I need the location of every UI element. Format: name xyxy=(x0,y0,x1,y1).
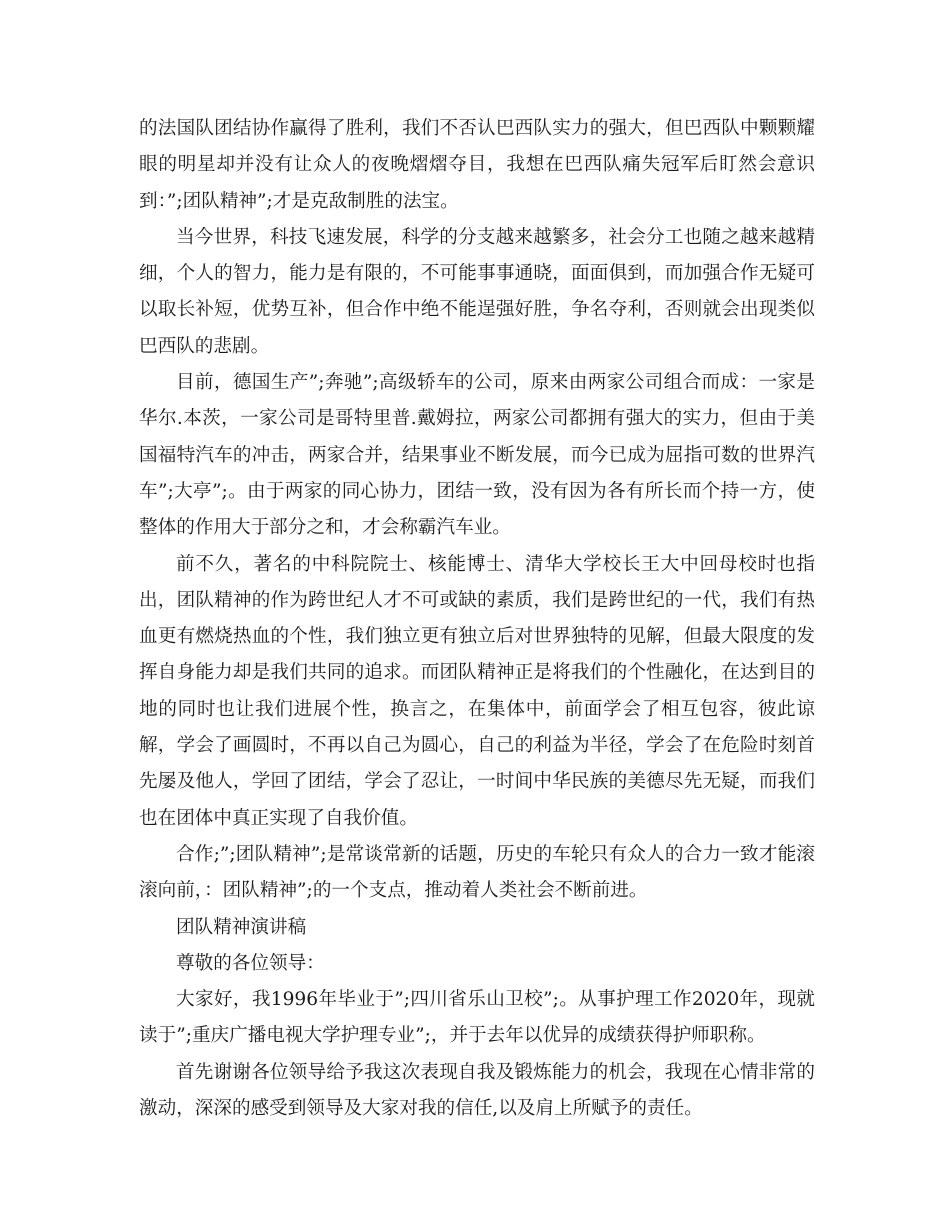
paragraph-conclusion: 合作;”;团队精神”;是常谈常新的话题，历史的车轮只有众人的合力一致才能滚滚向前，：团队精神”;的一个支点，推动着人类社会不断前进。 xyxy=(139,843,815,902)
paragraph-benz-example: 目前，德国生产”;奔驰”;高级轿车的公司，原来由两家公司组合而成：一家是华尔.本茨，一家公司是哥特里普.戴姆拉，两家公司都拥有强大的实力，但由于美国福特汽车的冲击，两家合并，结果事业不断发展，而今已成为屈指可数的世界汽车”;大亭”;。由于两家的同心协力，团结一致，没有因为各有所长而个持一方，使整体的作用大于部分之和，才会称霸汽车业。 xyxy=(139,372,815,539)
speech-title: 团队精神演讲稿 xyxy=(176,916,307,938)
paragraph-thanks: 首先谢谢各位领导给予我这次表现自我及锻炼能力的机会，我现在心情非常的激动，深深的感受到领导及大家对我的信任,以及肩上所赋予的责任。 xyxy=(139,1061,815,1120)
paragraph-tech-cooperation: 当今世界，科技飞速发展，科学的分支越来越繁多，社会分工也随之越来越精细，个人的智力，能力是有限的，不可能事事通晓，面面俱到，而加强合作无疑可以取长补短，优势互补，但合作中绝不能逞强好胜，争名夺利，否则就会出现类似巴西队的悲剧。 xyxy=(139,226,815,357)
paragraph-self-intro: 大家好，我1996年毕业于”;四川省乐山卫校”;。从事护理工作2020年，现就读于”;重庆广播电视大学护理专业”;，并于去年以优异的成绩获得护师职称。 xyxy=(139,989,815,1047)
paragraph-wang-dazhong: 前不久，著名的中科院院士、核能博士、清华大学校长王大中回母校时也指出，团队精神的作为跨世纪人才不可或缺的素质，我们是跨世纪的一代，我们有热血更有燃烧热血的个性，我们独立更有独立后对世界独特的见解，但最大限度的发挥自身能力却是我们共同的追求。而团队精神正是将我们的个性融化，在达到目的地的同时也让我们进展个性，换言之，在集体中，前面学会了相互包容，彼此谅解，学会了画圆时，不再以自己为圆心，自己的利益为半径，学会了在危险时刻首先屡及他人，学回了团结，学会了忍让，一时间中华民族的美德尽先无疑，而我们也在团体中真正实现了自我价值。 xyxy=(139,553,815,829)
paragraph-continued: 的法国队团结协作赢得了胜利，我们不否认巴西队实力的强大，但巴西队中颗颗耀眼的明星却并没有让众人的夜晚熠熠夺目，我想在巴西队痛失冠军后盯然会意识到：”;团队精神”;才是克敌制胜的法宝。 xyxy=(139,118,815,212)
speech-salutation: 尊敬的各位领导： xyxy=(176,952,325,974)
document-body xyxy=(139,111,815,1127)
